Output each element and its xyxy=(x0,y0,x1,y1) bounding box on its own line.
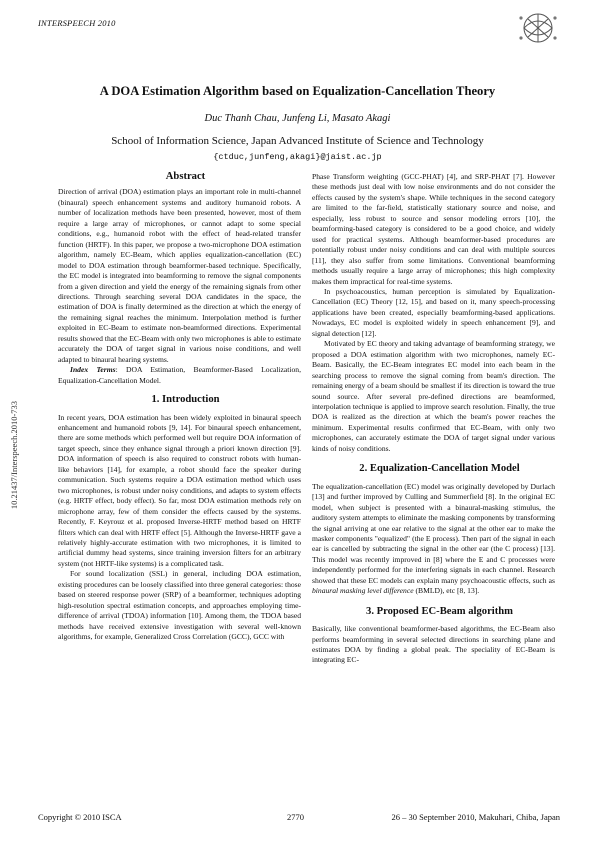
section-2-text: The equalization-cancellation (EC) model was originally developed by Durlach [13] and further improved by Culling and Summerfield [8]. In the original EC model, when subject is presented with a binaural-masking stimulus, the auditory system attempts to eliminate the masking components by transforming the signal arriving at one ear relative to the signal at the other ear to make the masker components "equalized" (the E process). Then part of the signal in each ear is cancelled by subtracting the signal in the other ear (the C process) [13]. This model was recently improved in [8] where the E and C processes were independently performed for the interfering signals in each channel. Research showed that these EC models can explain many psychoacoustic effects, such as xyxy=(312,481,555,585)
doi-text: 10.21437/Interspeech.2010-733 xyxy=(9,400,19,510)
section-1-paragraph-5: Motivated by EC theory and taking advantage of beamforming strategy, we proposed a DOA estimation algorithm with two microphones, namely EC-Beam. Basically, the EC-Beam integrates EC model into each beam in the searching process to remove the signal coming from beam's direction. The remaining energy of a beam should be smallest if its direction is toward the true sound source. After several pre-defined directions are beamformed, interpolation technique is applied to improve search resolution. Finally, the true DOA is realized as the direction at which the beam's power reaches the minimum. Experimental results confirmed that EC-Beam, with only two microphones, can accurately estimate the DOA of target signal under various kinds of noisy conditions. xyxy=(312,339,555,453)
right-column xyxy=(312,172,555,666)
section-1-paragraph-4: In psychoacoustics, human perception is simulated by Equalization-Cancellation (EC) Theory [12, 15], and based on it, many speech-processing applications have been created, especially beamforming-based applications. Nowadays, EC model is exploited widely in speech enhancement [9], and signal detection [12]. xyxy=(312,286,555,338)
abstract-text: Direction of arrival (DOA) estimation plays an important role in multi-channel (binaural) speech enhancement systems and auditory humanoid robots. A number of localization methods have been presented, however, most of them require a large array of microphones, or cannot adapt to some special conditions, e.g., humanoid robot with the effect of head-related transfer function (HRTF). In this paper, we propose a two-microphone DOA estimation algorithm, namely EC-Beam, which applies equalization-cancellation (EC) model to DOA estimation through beamformer-based technique. Specifically, the EC model is integrated into beamforming to remove the signal components from a given direction and yield the energy of the remaining signals from other directions. Through searching several DOA candidates in the space, the estimation of DOA is finally determined as the direction at which the energy of the remaining signal reaches the minimum. Interpolation method is further exploited in EC-Beam to estimate non-beamformed directions. Experimental results showed that the EC-Beam with only two microphones is able to estimate accurately the DOA of target signal in various noise conditions, and well adapted to binaural hearing systems. xyxy=(58,187,301,364)
bmld-term: binaural masking level difference xyxy=(312,586,414,596)
footer-copyright: Copyright © 2010 ISCA xyxy=(38,812,122,822)
section-2-paragraph-1 xyxy=(312,482,555,597)
footer-page-number: 2770 xyxy=(287,812,304,822)
left-column xyxy=(58,172,301,642)
footer-venue: 26 – 30 September 2010, Makuhari, Chiba, Japan xyxy=(391,812,560,822)
index-terms xyxy=(58,365,301,386)
paper-title: A DOA Estimation Algorithm based on Equalization-Cancellation Theory xyxy=(99,84,496,98)
paper-authors: Duc Thanh Chau, Junfeng Li, Masato Akagi xyxy=(204,113,391,124)
conference-header: INTERSPEECH 2010 xyxy=(38,18,116,28)
section-3-paragraph-1: Basically, like conventional beamformer-based algorithms, the EC-Beam also performs beamforming in several selected directions in searching plane and estimates DOA by finding a global peak. The speciality of EC-Beam is integrating EC- xyxy=(312,624,555,665)
section-3-heading: 3. Proposed EC-Beam algorithm xyxy=(366,605,513,617)
section-1-paragraph-3: Phase Transform weighting (GCC-PHAT) [4], and SRP-PHAT [7]. However these methods just deal with low noise environments and do not consider the effects caused by the system's shape. While techniques in the second category are limited to the far-field, statistically stationary source and noise, and especially, less robust to source and sensor modeling errors [10], the beamforming-based category is considered to be a good choice, and widely used for practical systems. Although beamformer-based procedures are potentially robust under noisy conditions and can deal with multiple sources [11], they also suffer from some limitations. Conventional beamforming methods usually require a large array of microphones; this high complexity makes them impractical for real-time systems. xyxy=(312,172,555,286)
section-1-paragraph-1: In recent years, DOA estimation has been widely exploited in binaural speech enhancement and humanoid robots [9, 14]. For binaural speech enhancement, there are some methods which performed well but require DOA information of target speech, since they enhance signal through a priori known direction [9]. DOA information of speech is also required to construct robots with human-like behaviors [14], for example, a robot should face the speaker during communication. Such systems require a DOA estimation method which uses two microphones, is robust under noisy conditions, and adapts to system effects (e.g. HRTF effect, body effect). So far, most DOA estimation methods rely on microphone array, few of them consider the effects caused by the systems. Recently, F. Keyrouz et al. proposed Inverse-HRTF method based on HRTF filters which can deal with HRTF effect [5]. Although the Inverse-HRTF gave a relatively highly-accurate estimation with two microphones, it is limited to artificial dummy head systems, since training inversion filters for an arbitrary system (not HRTF-like systems) is a complicated task. xyxy=(58,412,301,568)
paper-affiliation: School of Information Science, Japan Advanced Institute of Science and Technology xyxy=(111,135,484,147)
section-2-heading: 2. Equalization-Cancellation Model xyxy=(359,463,520,475)
conference-logo-icon xyxy=(515,10,561,46)
section-2-tail: (BMLD), etc [8, 13]. xyxy=(413,586,480,596)
author-emails: {ctduc,junfeng,akagi}@jaist.ac.jp xyxy=(213,152,382,162)
abstract-heading: Abstract xyxy=(165,171,206,182)
section-1-paragraph-2: For sound localization (SSL) in general, including DOA estimation, existing procedures can be loosely classified into three general categories: those based on steered response power (SRP) of a beamformer, techniques adopting high-resolution spectral estimation concepts, and approaches employing time-difference of arrival (TDOA) information [10]. Among them, the TDOA based methods have received extensive investigation with several well-known algorithms, for example, Generalized Cross Correlation (GCC), GCC with xyxy=(58,569,301,642)
doi-side-label xyxy=(6,370,19,550)
index-terms-label: Index Terms xyxy=(70,365,116,375)
section-1-heading: 1. Introduction xyxy=(151,394,220,406)
index-terms-text: : DOA Estimation, Beamformer-Based Localization, Equalization-Cancellation Model. xyxy=(58,365,302,385)
